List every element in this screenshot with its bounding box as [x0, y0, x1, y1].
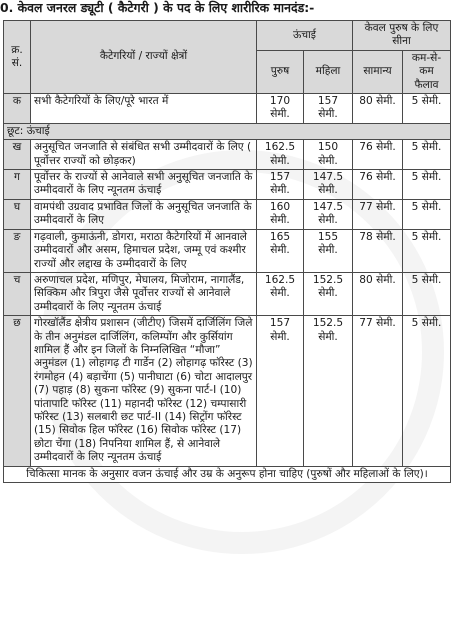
row-category: गढ़वाली, कुमाऊंनी, डोगरा, मराठा कैटेगरियों में आनवाले उम्मीदवारों और असम, हिमाचल प्रदेश, जम्मू एवं कश्मीर राज्यों और लद्दाख के उम्मीदवारों के लिए	[31, 229, 257, 272]
table-row	[4, 316, 451, 466]
table-row-k	[4, 94, 451, 124]
row-male-height: 162.5 सेमी.	[257, 272, 304, 315]
row-sn: छ	[4, 316, 31, 466]
row-chest-expansion: 5 सेमी.	[403, 140, 451, 170]
row-chest-normal: 77 सेमी.	[353, 199, 403, 229]
table-row	[4, 170, 451, 200]
footnote-row	[4, 466, 451, 482]
row-chest-normal: 78 सेमी.	[353, 229, 403, 272]
row-sn: ग	[4, 170, 31, 200]
row-female-height: 152.5 सेमी.	[304, 316, 353, 466]
row-female-height: 157 सेमी.	[304, 94, 353, 124]
header-sn: क्र. सं.	[4, 21, 31, 94]
section-heading: 0. केवल जनरल ड्यूटी ( कैटेगरी ) के पद के लिए शारीरिक मानदंड:-	[0, 0, 315, 15]
row-female-height: 147.5 सेमी.	[304, 199, 353, 229]
row-category: सभी कैटेगरियों के लिए/पूरे भारत में	[31, 94, 257, 124]
header-expansion: कम-से-कम फैलाव	[403, 50, 451, 93]
row-female-height: 155 सेमी.	[304, 229, 353, 272]
row-chest-normal: 80 सेमी.	[353, 272, 403, 315]
row-category: अनुसूचित जनजाति से संबंधित सभी उम्मीदवारों के लिए ( पूर्वोत्तर राज्यों को छोड़कर)	[31, 140, 257, 170]
row-sn: घ	[4, 199, 31, 229]
table-row	[4, 229, 451, 272]
header-normal: सामान्य	[353, 50, 403, 93]
row-sn: क	[4, 94, 31, 124]
row-chest-normal: 76 सेमी.	[353, 170, 403, 200]
row-chest-expansion: 5 सेमी.	[403, 316, 451, 466]
row-male-height: 170 सेमी.	[257, 94, 304, 124]
table-row	[4, 199, 451, 229]
header-height: ऊंचाई	[257, 21, 353, 51]
row-chest-normal: 77 सेमी.	[353, 316, 403, 466]
row-category: गोरखॉलैंड क्षेत्रीय प्रशासन (जीटीए) जिसमें दार्जिलिंग जिले के तीन अनुमंडल दार्जिलिंग, कलिम्पोंग और कुर्सियांग शामिल हैं और इन जिलों के निम्नलिखित “मौजा” अनुमंडल (1) लोहागढ़ टी गार्डेन (2) लोहागढ़ फॉरेस्ट (3) रंगमोहन (4) बड़ाचेंगा (5) पानीघाटा (6) चोटा आदालपुर (7) पहाड़ (8) सुकना फॉरेस्ट (9) सुकना पार्ट-I (10) पांतापाटि फॉरेस्ट (11) महानदी फॉरेस्ट (12) चम्पासारी फॉरेस्ट (13) सलबारी छट पार्ट-II (14) सिट्रोंग फॉरेस्ट (15) सिवोक हिल फॉरेस्ट (16) सिवोक फॉरेस्ट (17) छोटा चेंगा (18) निपनिया शामिल हैं, से आनेवाले उम्मीदवारों के लिए न्यूनतम ऊंचाई	[31, 316, 257, 466]
header-male: पुरुष	[257, 50, 304, 93]
row-chest-expansion: 5 सेमी.	[403, 170, 451, 200]
physical-standards-table	[3, 20, 451, 483]
row-chest-expansion: 5 सेमी.	[403, 229, 451, 272]
row-female-height: 152.5 सेमी.	[304, 272, 353, 315]
row-male-height: 160 सेमी.	[257, 199, 304, 229]
row-male-height: 157 सेमी.	[257, 170, 304, 200]
row-sn: ख	[4, 140, 31, 170]
row-chest-expansion: 5 सेमी.	[403, 199, 451, 229]
header-chest: केवल पुरुष के लिए सीना	[353, 21, 451, 51]
row-female-height: 147.5 सेमी.	[304, 170, 353, 200]
header-row-1	[4, 21, 451, 51]
table-row	[4, 272, 451, 315]
row-category: अरुणाचल प्रदेश, मणिपुर, मेघालय, मिजोराम, नागालैंड, सिक्किम और त्रिपुरा जैसे पूर्वोत्तर राज्यों से आनेवाले उम्मीदवारों के लिए न्यूनतम ऊंचाई	[31, 272, 257, 315]
table-row	[4, 140, 451, 170]
row-male-height: 157 सेमी.	[257, 316, 304, 466]
row-chest-normal: 80 सेमी.	[353, 94, 403, 124]
section-title: छूट: ऊंचाई	[4, 123, 451, 139]
row-male-height: 165 सेमी.	[257, 229, 304, 272]
footnote: चिकित्सा मानक के अनुसार वजन ऊंचाई और उम्र के अनुरूप होना चाहिए (पुरुषों और महिलाओं के लिए)।	[4, 466, 451, 482]
row-category: वामपंथी उग्रवाद प्रभावित जिलों के अनुसूचित जनजाति के उम्मीदवारों के लिए	[31, 199, 257, 229]
row-chest-expansion: 5 सेमी.	[403, 272, 451, 315]
row-male-height: 162.5 सेमी.	[257, 140, 304, 170]
header-female: महिला	[304, 50, 353, 93]
row-category: पूर्वोत्तर के राज्यों से आनेवाले सभी अनुसूचित जनजाति के उम्मीदवारों के लिए न्यूनतम ऊंचाई	[31, 170, 257, 200]
row-sn: ङ	[4, 229, 31, 272]
header-category: कैटेगरियों / राज्यों क्षेत्रों	[31, 21, 257, 94]
section-row-relaxation	[4, 123, 451, 139]
row-female-height: 150 सेमी.	[304, 140, 353, 170]
row-chest-expansion: 5 सेमी.	[403, 94, 451, 124]
row-chest-normal: 76 सेमी.	[353, 140, 403, 170]
row-sn: च	[4, 272, 31, 315]
